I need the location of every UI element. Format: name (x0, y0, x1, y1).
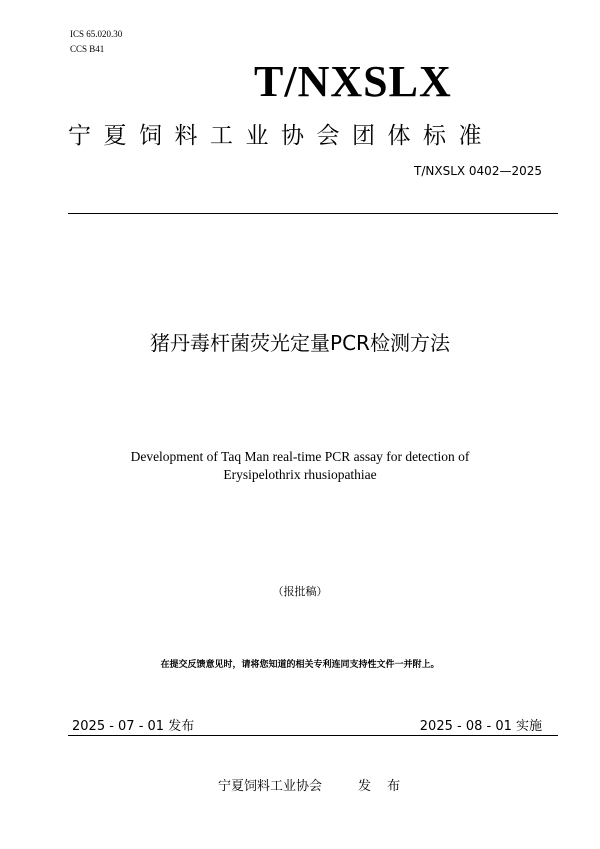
standard-number: T/NXSLX 0402—2025 (414, 164, 542, 178)
bottom-divider (68, 735, 558, 736)
ccs-code: CCS B41 (70, 44, 105, 54)
document-title-english-line2: Erysipelothrix rhusiopathiae (223, 467, 377, 482)
patent-notice: 在提交反馈意见时，请将您知道的相关专利连同支持性文件一并附上。 (160, 659, 440, 669)
top-divider (68, 213, 558, 214)
association-standard-heading: 宁夏饲料工业协会团体标准 (68, 123, 494, 149)
draft-status-label: （报批稿） (272, 586, 328, 598)
ics-code: ICS 65.020.30 (70, 29, 123, 39)
publish-date: 2025 - 07 - 01 发布 (72, 719, 195, 734)
issue-label: 发 布 (358, 779, 407, 794)
standard-brand-logo: T/NXSLX (254, 57, 452, 106)
implement-date: 2025 - 08 - 01 实施 (419, 719, 542, 734)
issuer-name: 宁夏饲料工业协会 (218, 779, 323, 794)
document-title-english-line1: Development of Taq Man real-time PCR assay for detection of (130, 449, 470, 464)
document-title-chinese: 猪丹毒杆菌荧光定量PCR检测方法 (150, 331, 450, 355)
